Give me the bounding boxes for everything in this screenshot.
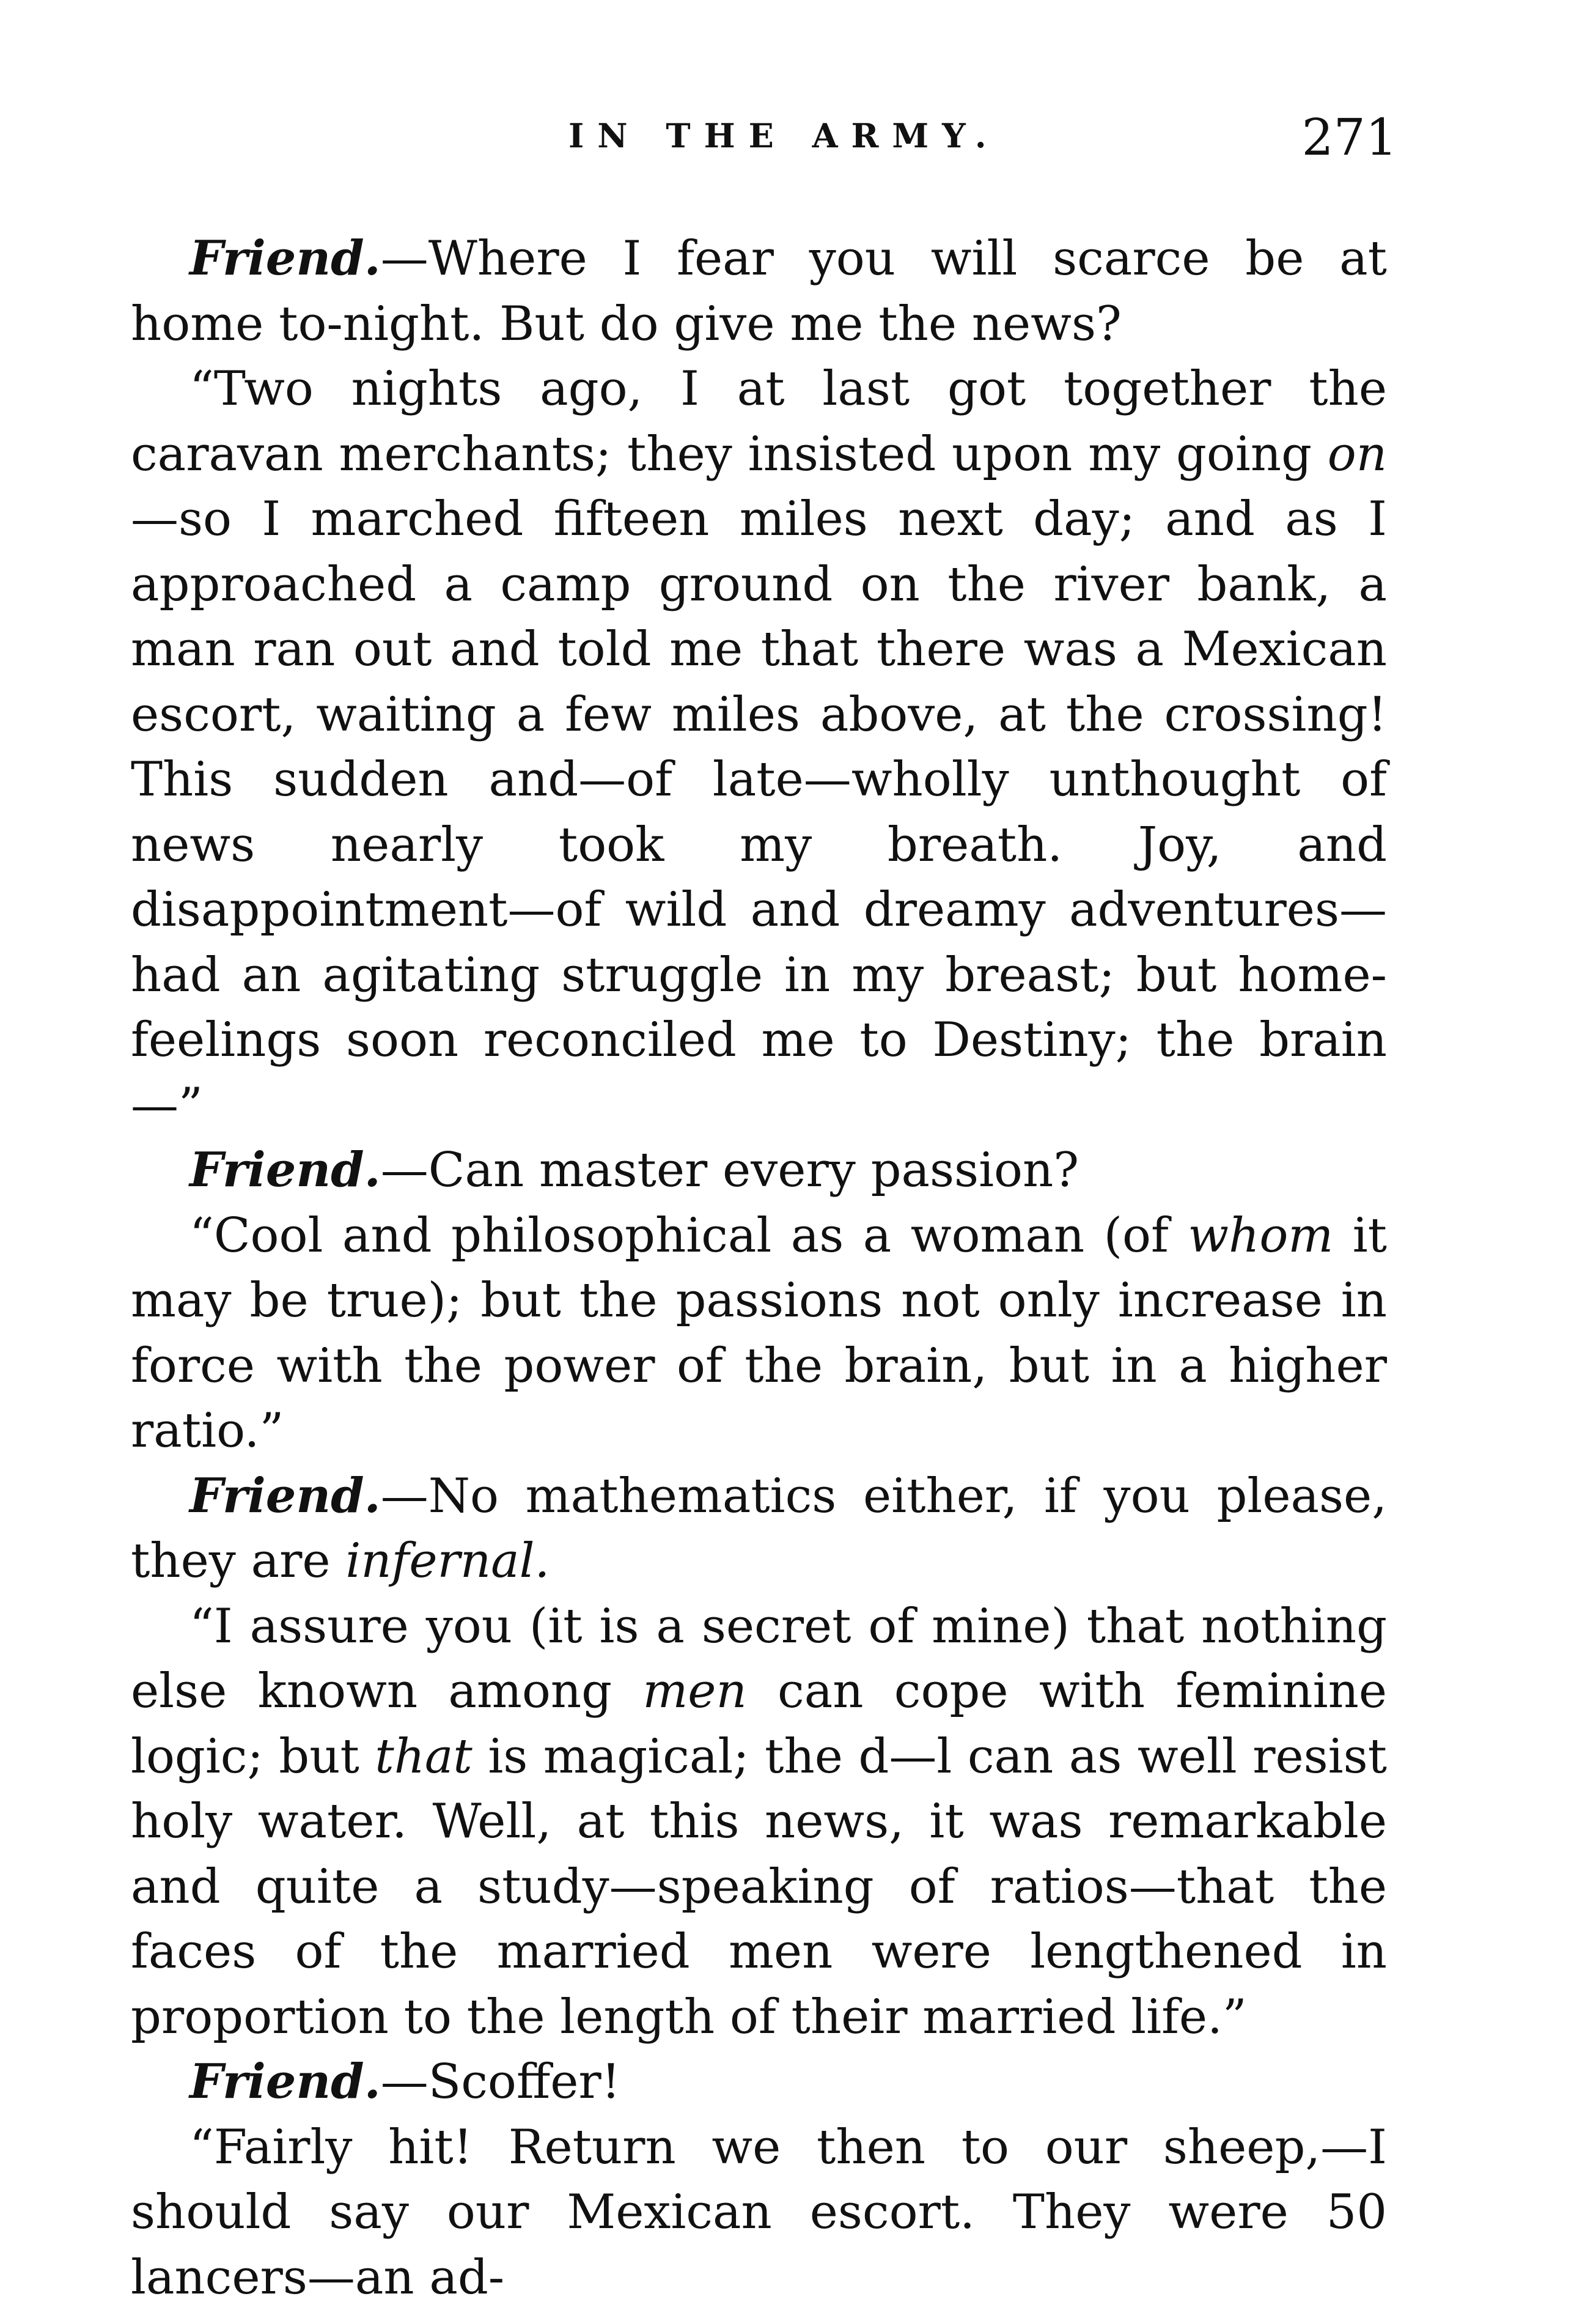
paragraph-text: “Two nights ago, I at last got together the caravan merchants; they insisted upon my going — [131, 361, 1387, 482]
paragraph-text: is magical; the d—l can as well resist holy water. Well, at this news, it was remarkable and quite a study—speaking of ratios—that the faces of the married men were lengthened in proportion to the length of their married life.” — [131, 1729, 1387, 2045]
italic-emphasis: whom — [1188, 1208, 1333, 1263]
running-title: IN THE ARMY. — [568, 116, 1000, 155]
paragraph-text: —Scoffer! — [381, 2054, 620, 2109]
paragraph-narrator-3 — [131, 1594, 1387, 2050]
paragraph-friend-2 — [131, 1138, 1387, 1203]
paragraph-text: “I assure you (it is a secret of mine) that nothing else known among — [131, 1599, 1387, 1719]
paragraph-text: can cope with feminine logic; but — [131, 1664, 1387, 1784]
paragraph-text: —No mathematics either, if you please, they are — [131, 1469, 1387, 1589]
italic-emphasis: on — [1328, 427, 1387, 482]
italic-emphasis: infernal. — [345, 1533, 550, 1589]
paragraph-text: “Fairly hit! Return we then to our sheep,—I should say our Mexican escort. They were 50 lancers—an ad- — [131, 2120, 1387, 2305]
paragraph-text: it may be true); but the passions not only increase in force with the power of the brain, but in a higher ratio.” — [131, 1208, 1387, 1459]
italic-emphasis: that — [375, 1729, 472, 1784]
speaker-label: Friend. — [189, 231, 381, 286]
paragraph-text: —Can master every passion? — [381, 1143, 1079, 1198]
page-number: 271 — [1301, 109, 1397, 167]
speaker-label: Friend. — [189, 1468, 381, 1524]
italic-emphasis: men — [642, 1664, 746, 1719]
paragraph-friend-1 — [131, 226, 1387, 356]
paragraph-text: —Where I fear you will scarce be at home to-night. But do give me the news? — [131, 231, 1387, 352]
speaker-label: Friend. — [189, 1142, 381, 1198]
paragraph-narrator-4 — [131, 2115, 1387, 2310]
running-head — [0, 109, 1596, 170]
text-block — [131, 226, 1387, 2310]
paragraph-friend-3 — [131, 1464, 1387, 1594]
speaker-label: Friend. — [189, 2054, 381, 2109]
paragraph-text: “Cool and philosophical as a woman (of — [189, 1208, 1188, 1263]
paragraph-narrator-1 — [131, 356, 1387, 1138]
paragraph-text: —so I marched fifteen miles next day; and as I approached a camp ground on the river bank, a man ran out and told me that there was a Mexican escort, waiting a few miles above, at the crossing! This sudden and—of late—wholly unthought of news nearly took my breath. Joy, and disappointment—of wild and dreamy adventures—had an agitating struggle in my breast; but home-feelings soon reconciled me to Destiny; the brain—” — [131, 492, 1387, 1133]
paragraph-narrator-2 — [131, 1203, 1387, 1464]
paragraph-friend-4 — [131, 2050, 1387, 2115]
